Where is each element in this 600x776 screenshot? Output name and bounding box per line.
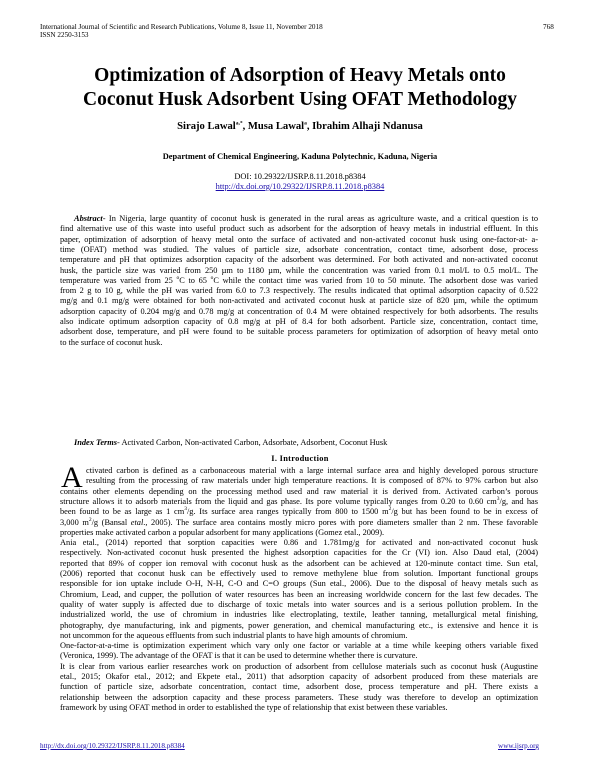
body-line: 3,000 $m^2/g$ (Bansal etal., 2005). The surface area contains mostly micro pores with pore diameters smaller than 2 nm. These favorable [60,516,539,527]
abstract-line: temperature was varied from 25 $^o$C to 65 $^o$C while the contact time was varied from 10 to 50 minute. The adsorbent dose was varied [60,275,538,285]
body-line: respectively. Non-activated coconut husk presented the highest adsorption capacities for the Cr (VI) ion. Also Daud etal, (2004) [60,548,538,558]
abstract-line: Abstract- In Nigeria, large quantity of coconut husk is generated in the rural areas as agriculture waste, and a critical question is to [74,214,538,223]
body-line: resulting from the processing of raw materials under high temperature reactions. It is composed of 87% to 97% carbon but also [86,476,538,486]
body-line: One-factor-at-a-time is optimization experiment which vary only one factor or variable at a time while keeping others variable fixed [60,641,538,651]
abstract-line: paper, optimization of adsorption of heavy metal onto the surface of activated and non-activated coconut husk using one-factor-at- a- [60,234,538,244]
abstract-line: temperature and pH that optimizes adsorption capacity of the adsorbent was determined. For both activated and non-activated coconut [60,255,538,265]
abstract-line: husk, the particle size was varied from 250 µm to 1180 µm, while the concentration was varied from 0.1 mol/L to 0.5 mol/L. The [60,265,538,275]
body-line: Ania etal., (2014) reported that sorption capacities were 0.86 and 1.781mg/g for activated and non-activated coconut husk [60,538,538,548]
title-line-2: Coconut Husk Adsorbent Using OFAT Methodology [83,89,517,110]
drop-cap: A [61,461,83,494]
affiliation: Department of Chemical Engineering, Kaduna Polytechnic, Kaduna, Nigeria [162,152,438,161]
abstract-line: also indicate optimum adsorption capacity of 0.8 mg/g at pH of 8.4 for both adsorbent. Particle size, concentration, contact time, [60,317,538,326]
doi-link[interactable]: http://dx.doi.org/10.29322/IJSRP.8.11.2018.p8384 [215,182,385,191]
author-separator: , [306,121,313,132]
author-list [40,121,560,132]
journal-header: International Journal of Scientific and Research Publications, Volume 8, Issue 11, November 2018 [40,23,323,31]
author-1-mark: a,* [235,120,243,127]
body-line: been found to be as large as 1 $cm^3/g$. Its surface area ranges typically from 800 to 1500 $m^2/g$ but has been found to be in excess of [60,506,538,517]
footer-doi-link[interactable]: http://dx.doi.org/10.29322/IJSRP.8.11.2018.p8384 [40,742,185,750]
doi-text: DOI: 10.29322/IJSRP.8.11.2018.p8384 [234,172,366,181]
body-line: etal., 2015; Okafor etal., 2012; and Ekpete etal., 2011) that adsorption capacity of adsorbent produced from these materials are [60,672,538,681]
abstract-line: to the surface of coconut husk. [60,337,163,347]
abstract-line: time (OFAT) method was studied. The values of particle size, adsorbate concentration, contact time, adsorbent dose, process [60,244,538,254]
body-line: (Veronica, 1999). The advantage of the OFAT is that it can be used to determine whether there is curvature. [60,651,418,661]
body-line: framework by using OFAT method in order to established the type of relationship that exist between these variables. [60,702,448,712]
abstract-line: mg/g and 0.1 mg/g were obtained for both non-activated and activated coconut husk at particle size of 820 µm, while the optimum [60,296,538,306]
body-line: (2006) reported that coconut husk can be effectively used to remove methylene blue from solution. Important functional groups [60,569,538,578]
body-line: contains other elements depending on the processing method used and raw material it is derived from. Activated carbon’s porous [60,486,538,496]
abstract-label: Abstract [74,214,103,223]
body-line: not uncommon for the aqueous effluents from such industrial plants to have high amounts of chromium. [60,630,408,640]
body-line: structure allows it to adsorb materials from the liquid and gas phase. Its pore volume typically ranges from 0.20 to 0.60 $cm^3/g$, and has [60,496,539,506]
section-heading: I. Introduction [271,454,329,463]
abstract-line: adsorbent dose, temperature, and pH were found to be suitable process parameters for optimization of adsorption of heavy metal onto [60,327,538,337]
abstract-line: adsorption capacity of 0.204 mg/g and 0.78 mg/g at concentration of 0.4 M were obtained respectively for both adsorbents. The results [60,306,538,316]
body-line: Chromium, Lead, and cupper, the pollution of water resources has been an increasing worldwide concern for the last few decades. The [60,589,538,599]
index-terms-label: Index Terms [74,438,118,447]
body-line: quality of water supply is affected due to discharge of toxic metals into water sources and is a serious pollution problem. In the [60,599,538,609]
body-line: industrialized world, the use of chromium in industries like electroplating, textile, leather tanning, metallurgical metal finishing, [60,610,538,620]
index-terms: Index Terms- Activated Carbon, Non-activated Carbon, Adsorbate, Adsorbent, Coconut Husk [74,438,388,447]
author-separator: , [242,121,248,132]
doi-block [40,172,560,192]
footer-site-link[interactable]: www.ijsrp.org [498,742,539,750]
title-line-1: Optimization of Adsorption of Heavy Metals onto [94,65,506,86]
body-line: properties make activated carbon a popular adsorbent for many applications (Gomez etal., 2009). [60,527,385,537]
body-line: responsible for ion uptake include O-H, N-H, C-O and C=O groups (Sun etal., 2006). Due to the disposal of heavy metals such as [60,579,538,589]
page-number: 768 [543,23,554,31]
body-line: relationship between the adsorption capacity and these process parameters. These study was therefore to develop an optimization [60,692,538,702]
abstract-line: find alternative use of this waste into useful product such as adsorbent for the adsorption of heavy metals in industrial effluent. In this [60,224,538,234]
author-3: Ibrahim Alhaji Ndanusa [312,121,423,132]
body-line: function of particle size, adsorbate concentration, contact time, adsorbent dose, process temperature and pH. There exists a [60,682,538,692]
abstract-line: from 2 g to 10 g, while the pH was varied from 6.0 to 7.3 respectively. The results indicated that optimal adsorption capacity of 0.522 [60,286,538,296]
issn: ISSN 2250-3153 [40,31,89,39]
body-line: photography, dye manufacturing, ink and pigments, power generation, and chemical manufacturing etc., is extensive and hence it is [60,620,538,630]
body-line: ctivated carbon is defined as a carbonaceous material with a large internal surface area and highly developed porous structure [86,466,538,475]
author-2: Musa Lawal [247,121,305,132]
paper-title [40,64,560,112]
author-1: Sirajo Lawal [177,121,236,132]
body-line: It is clear from various earlier researches work on production of adsorbent from cellulose materials such as coconut husk (Augustine [60,661,538,671]
author-2-mark: a [304,120,307,127]
body-line: reported that 89% of copper ion removal with coconut husk as the adsorbent can be achieved at 120-minute contact time. Sun etal, [60,558,538,568]
